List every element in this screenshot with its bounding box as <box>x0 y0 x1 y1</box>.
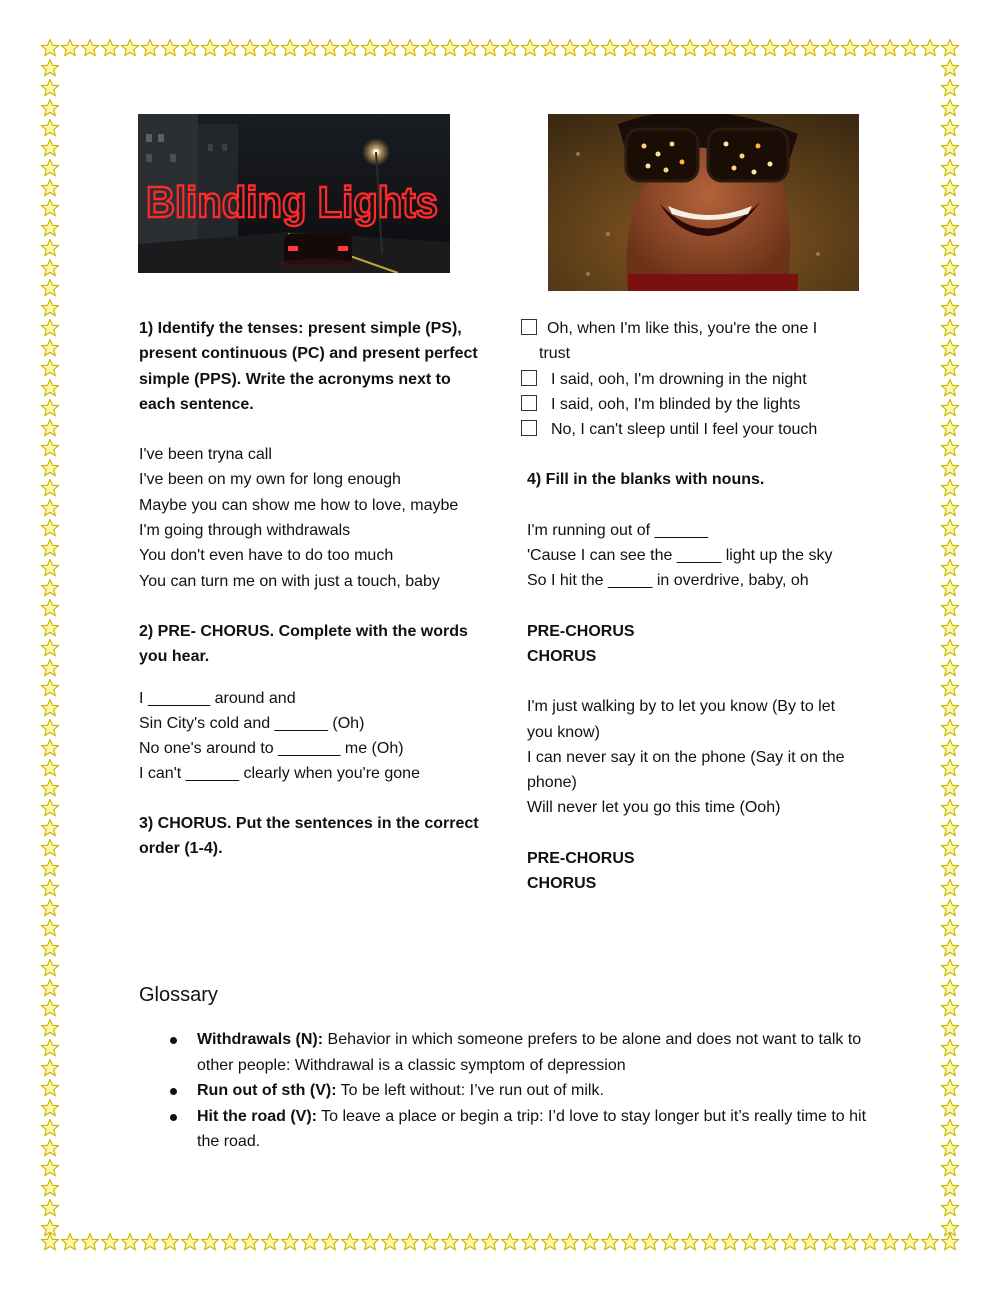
star-icon <box>40 258 60 278</box>
star-icon <box>560 1232 580 1252</box>
heading-line: simple (PPS). Write the acronyms next to <box>139 370 451 388</box>
star-icon <box>40 298 60 318</box>
star-icon <box>40 1098 60 1118</box>
heading-line: 1) Identify the tenses: present simple (PS), <box>139 320 462 337</box>
star-icon <box>780 38 800 58</box>
star-icon <box>840 1232 860 1252</box>
star-icon <box>40 638 60 658</box>
star-icon <box>40 1138 60 1158</box>
star-icon <box>500 38 520 58</box>
star-icon <box>40 358 60 378</box>
star-icon <box>40 58 60 78</box>
star-icon <box>940 998 960 1018</box>
question-2-lines <box>139 686 489 786</box>
star-icon <box>340 38 360 58</box>
chorus-item <box>521 367 881 392</box>
star-icon <box>60 38 80 58</box>
star-icon <box>640 1232 660 1252</box>
star-icon <box>940 658 960 678</box>
fill-line: So I hit the _____ in overdrive, baby, oh <box>527 572 809 590</box>
star-icon <box>940 158 960 178</box>
star-icon <box>140 1232 160 1252</box>
star-icon <box>40 978 60 998</box>
star-icon <box>220 38 240 58</box>
star-icon <box>940 698 960 718</box>
question-1-heading <box>139 316 489 417</box>
star-icon <box>40 998 60 1018</box>
star-icon <box>580 1232 600 1252</box>
heading-line: each sentence. <box>139 395 254 413</box>
star-icon <box>40 378 60 398</box>
star-icon <box>760 38 780 58</box>
star-icon <box>40 38 60 58</box>
sentence: Maybe you can show me how to love, maybe <box>139 496 459 514</box>
star-icon <box>320 1232 340 1252</box>
glossary-term: Run out of sth (V): <box>197 1082 337 1099</box>
star-icon <box>940 718 960 738</box>
order-checkbox[interactable] <box>521 370 537 386</box>
star-icon <box>400 1232 420 1252</box>
verse-line: Will never let you go this time (Ooh) <box>527 799 781 817</box>
star-icon <box>40 78 60 98</box>
star-icon <box>940 398 960 418</box>
star-icon <box>40 938 60 958</box>
question-4-heading: 4) Fill in the blanks with nouns. <box>527 471 765 489</box>
star-icon <box>120 38 140 58</box>
star-icon <box>540 1232 560 1252</box>
star-icon <box>460 38 480 58</box>
star-icon <box>620 38 640 58</box>
star-icon <box>740 38 760 58</box>
star-icon <box>40 458 60 478</box>
star-icon <box>40 758 60 778</box>
chorus-label: CHORUS <box>527 875 597 893</box>
glossary-definition: To be left without: I’ve run out of milk. <box>336 1082 604 1099</box>
star-icon <box>260 1232 280 1252</box>
glossary-list <box>197 1027 867 1155</box>
star-icon <box>40 398 60 418</box>
star-icon <box>940 178 960 198</box>
star-icon <box>760 1232 780 1252</box>
star-icon <box>40 958 60 978</box>
pre-chorus-label: PRE-CHORUS <box>527 622 635 640</box>
star-icon <box>380 38 400 58</box>
star-icon <box>120 1232 140 1252</box>
verse-line: I'm just walking by to let you know (By to let <box>527 698 836 716</box>
star-icon <box>940 438 960 458</box>
star-icon <box>40 478 60 498</box>
star-icon <box>820 38 840 58</box>
question-3-heading <box>139 811 489 862</box>
heading-line: 2) PRE- CHORUS. Complete with the words <box>139 622 468 640</box>
star-icon <box>940 618 960 638</box>
chorus-label: CHORUS <box>527 647 597 665</box>
star-icon <box>140 38 160 58</box>
star-border-bottom <box>40 1232 960 1252</box>
singer-photo <box>548 114 859 291</box>
star-icon <box>340 1232 360 1252</box>
star-icon <box>40 1058 60 1078</box>
star-icon <box>940 838 960 858</box>
star-icon <box>40 658 60 678</box>
star-icon <box>40 578 60 598</box>
glossary-item <box>197 1104 867 1155</box>
star-icon <box>780 1232 800 1252</box>
fill-line: No one's around to _______ me (Oh) <box>139 739 404 757</box>
star-icon <box>580 38 600 58</box>
star-icon <box>940 1178 960 1198</box>
star-icon <box>320 38 340 58</box>
star-icon <box>940 978 960 998</box>
star-icon <box>40 798 60 818</box>
star-icon <box>40 738 60 758</box>
chorus-order-list <box>521 316 881 442</box>
star-icon <box>620 1232 640 1252</box>
chorus-item <box>521 316 881 341</box>
star-icon <box>380 1232 400 1252</box>
star-icon <box>940 218 960 238</box>
star-icon <box>40 218 60 238</box>
star-icon <box>520 1232 540 1252</box>
chorus-item-text: I said, ooh, I'm blinded by the lights <box>551 395 801 413</box>
star-icon <box>940 1058 960 1078</box>
star-icon <box>240 38 260 58</box>
star-icon <box>220 1232 240 1252</box>
star-icon <box>200 38 220 58</box>
star-icon <box>700 1232 720 1252</box>
star-icon <box>940 38 960 58</box>
heading-line: present continuous (PC) and present perfect <box>139 345 478 363</box>
star-icon <box>420 1232 440 1252</box>
star-icon <box>940 738 960 758</box>
star-icon <box>40 1158 60 1178</box>
star-icon <box>40 118 60 138</box>
star-icon <box>940 378 960 398</box>
fill-line: I can't ______ clearly when you're gone <box>139 764 420 782</box>
star-icon <box>940 418 960 438</box>
star-icon <box>540 38 560 58</box>
star-icon <box>880 38 900 58</box>
glossary-item <box>197 1078 867 1104</box>
order-checkbox[interactable] <box>521 319 537 335</box>
blinding-lights-image <box>138 114 450 273</box>
star-icon <box>940 758 960 778</box>
star-icon <box>940 258 960 278</box>
star-icon <box>940 678 960 698</box>
star-icon <box>940 58 960 78</box>
star-icon <box>940 138 960 158</box>
star-icon <box>280 38 300 58</box>
star-icon <box>160 38 180 58</box>
star-icon <box>940 518 960 538</box>
star-icon <box>940 1198 960 1218</box>
fill-line: I'm running out of ______ <box>527 521 708 539</box>
star-icon <box>260 38 280 58</box>
star-icon <box>40 618 60 638</box>
star-icon <box>40 698 60 718</box>
star-icon <box>740 1232 760 1252</box>
star-icon <box>40 898 60 918</box>
star-icon <box>40 138 60 158</box>
star-icon <box>40 338 60 358</box>
star-icon <box>600 38 620 58</box>
star-icon <box>40 318 60 338</box>
star-icon <box>560 38 580 58</box>
star-icon <box>240 1232 260 1252</box>
star-icon <box>180 38 200 58</box>
star-icon <box>40 198 60 218</box>
star-icon <box>940 1018 960 1038</box>
star-icon <box>940 358 960 378</box>
star-icon <box>860 38 880 58</box>
star-icon <box>940 578 960 598</box>
glossary-term: Hit the road (V): <box>197 1107 317 1125</box>
heading-line: 3) CHORUS. Put the sentences in the correct <box>139 814 479 832</box>
star-icon <box>940 858 960 878</box>
glossary-definition: To leave a place or begin a trip: I’d love to stay longer but it’s really time to hit the road. <box>197 1107 867 1150</box>
star-icon <box>80 38 100 58</box>
star-icon <box>940 878 960 898</box>
question-1-sentences <box>139 442 489 594</box>
star-icon <box>40 278 60 298</box>
fill-line: 'Cause I can see the _____ light up the sky <box>527 547 833 565</box>
star-icon <box>680 1232 700 1252</box>
heading-line: order (1-4). <box>139 839 223 857</box>
star-icon <box>440 1232 460 1252</box>
chorus-item-text: No, I can't sleep until I feel your touch <box>551 421 818 439</box>
star-icon <box>40 158 60 178</box>
star-icon <box>940 938 960 958</box>
star-icon <box>40 1018 60 1038</box>
star-icon <box>40 178 60 198</box>
star-icon <box>40 418 60 438</box>
chorus-item-text: I said, ooh, I'm drowning in the night <box>551 370 807 388</box>
star-icon <box>40 1198 60 1218</box>
star-border-right <box>940 58 960 1238</box>
star-icon <box>480 1232 500 1252</box>
star-icon <box>40 558 60 578</box>
star-icon <box>940 238 960 258</box>
fill-line: Sin City's cold and ______ (Oh) <box>139 714 365 732</box>
star-icon <box>520 38 540 58</box>
star-icon <box>940 558 960 578</box>
star-icon <box>480 38 500 58</box>
star-icon <box>940 118 960 138</box>
section-marker <box>527 846 881 897</box>
star-icon <box>40 598 60 618</box>
star-icon <box>940 1158 960 1178</box>
order-checkbox[interactable] <box>521 395 537 411</box>
star-icon <box>200 1232 220 1252</box>
star-icon <box>280 1232 300 1252</box>
star-icon <box>940 298 960 318</box>
star-icon <box>360 38 380 58</box>
star-icon <box>700 38 720 58</box>
sentence: You can turn me on with just a touch, baby <box>139 572 440 590</box>
star-icon <box>660 1232 680 1252</box>
star-border-top <box>40 38 960 58</box>
star-icon <box>940 898 960 918</box>
star-icon <box>820 1232 840 1252</box>
star-icon <box>420 38 440 58</box>
question-2-heading <box>139 619 489 670</box>
star-icon <box>500 1232 520 1252</box>
star-icon <box>920 38 940 58</box>
sentence: I've been tryna call <box>139 446 272 464</box>
star-icon <box>40 1118 60 1138</box>
star-icon <box>940 598 960 618</box>
star-icon <box>40 98 60 118</box>
star-icon <box>900 38 920 58</box>
star-icon <box>640 38 660 58</box>
star-icon <box>40 858 60 878</box>
star-icon <box>300 38 320 58</box>
star-icon <box>940 958 960 978</box>
sentence: You don't even have to do too much <box>139 547 394 565</box>
star-icon <box>720 1232 740 1252</box>
star-icon <box>940 538 960 558</box>
star-icon <box>600 1232 620 1252</box>
star-icon <box>40 1218 60 1238</box>
neon-title: Blinding Lights <box>146 178 438 227</box>
star-icon <box>40 538 60 558</box>
star-icon <box>940 78 960 98</box>
star-icon <box>940 1098 960 1118</box>
star-icon <box>940 278 960 298</box>
heading-line: you hear. <box>139 648 210 666</box>
glossary-title: Glossary <box>139 984 218 1006</box>
star-icon <box>40 818 60 838</box>
chorus-item <box>521 392 881 417</box>
star-icon <box>940 1138 960 1158</box>
section-marker <box>527 619 881 670</box>
star-icon <box>940 638 960 658</box>
star-icon <box>40 1078 60 1098</box>
star-icon <box>60 1232 80 1252</box>
star-icon <box>940 498 960 518</box>
star-icon <box>940 458 960 478</box>
star-icon <box>40 238 60 258</box>
star-icon <box>840 38 860 58</box>
star-icon <box>160 1232 180 1252</box>
verse-line: phone) <box>527 774 577 792</box>
star-icon <box>40 498 60 518</box>
star-icon <box>100 38 120 58</box>
star-icon <box>940 778 960 798</box>
star-icon <box>400 38 420 58</box>
verse-line: I can never say it on the phone (Say it on the <box>527 748 845 766</box>
left-column <box>139 316 489 861</box>
pre-chorus-label: PRE-CHORUS <box>527 849 635 867</box>
star-border-left <box>40 58 60 1238</box>
star-icon <box>940 818 960 838</box>
star-icon <box>720 38 740 58</box>
star-icon <box>880 1232 900 1252</box>
star-icon <box>940 1118 960 1138</box>
star-icon <box>40 678 60 698</box>
star-icon <box>940 918 960 938</box>
right-column <box>521 316 881 896</box>
star-icon <box>680 38 700 58</box>
chorus-item-text: Oh, when I'm like this, you're the one I <box>547 320 818 337</box>
star-icon <box>940 1078 960 1098</box>
star-icon <box>40 778 60 798</box>
star-icon <box>940 1218 960 1238</box>
star-icon <box>940 198 960 218</box>
star-icon <box>40 1178 60 1198</box>
star-icon <box>40 718 60 738</box>
star-icon <box>920 1232 940 1252</box>
star-icon <box>940 478 960 498</box>
star-icon <box>800 1232 820 1252</box>
fill-line: I _______ around and <box>139 689 296 707</box>
chorus-item <box>521 417 881 442</box>
glossary-item <box>197 1027 867 1078</box>
star-icon <box>860 1232 880 1252</box>
star-icon <box>80 1232 100 1252</box>
sentence: I've been on my own for long enough <box>139 471 401 489</box>
glossary-definition: Behavior in which someone prefers to be alone and does not want to talk to other people: Withdrawal is a classic symptom of depression <box>197 1031 862 1074</box>
glossary-term: Withdrawals (N): <box>197 1031 324 1048</box>
chorus-item-continuation: trust <box>539 345 571 363</box>
star-icon <box>40 838 60 858</box>
verse-lines <box>527 694 881 820</box>
star-icon <box>40 918 60 938</box>
star-icon <box>100 1232 120 1252</box>
star-icon <box>460 1232 480 1252</box>
star-icon <box>40 1038 60 1058</box>
star-icon <box>180 1232 200 1252</box>
star-icon <box>940 798 960 818</box>
star-icon <box>900 1232 920 1252</box>
star-icon <box>300 1232 320 1252</box>
star-icon <box>940 338 960 358</box>
star-icon <box>440 38 460 58</box>
star-icon <box>940 98 960 118</box>
star-icon <box>40 518 60 538</box>
star-icon <box>660 38 680 58</box>
sentence: I'm going through withdrawals <box>139 522 351 540</box>
star-icon <box>40 878 60 898</box>
star-icon <box>360 1232 380 1252</box>
star-icon <box>40 438 60 458</box>
question-4-lines <box>527 518 881 594</box>
order-checkbox[interactable] <box>521 420 537 436</box>
star-icon <box>940 318 960 338</box>
star-icon <box>800 38 820 58</box>
star-icon <box>940 1038 960 1058</box>
verse-line: you know) <box>527 723 600 741</box>
